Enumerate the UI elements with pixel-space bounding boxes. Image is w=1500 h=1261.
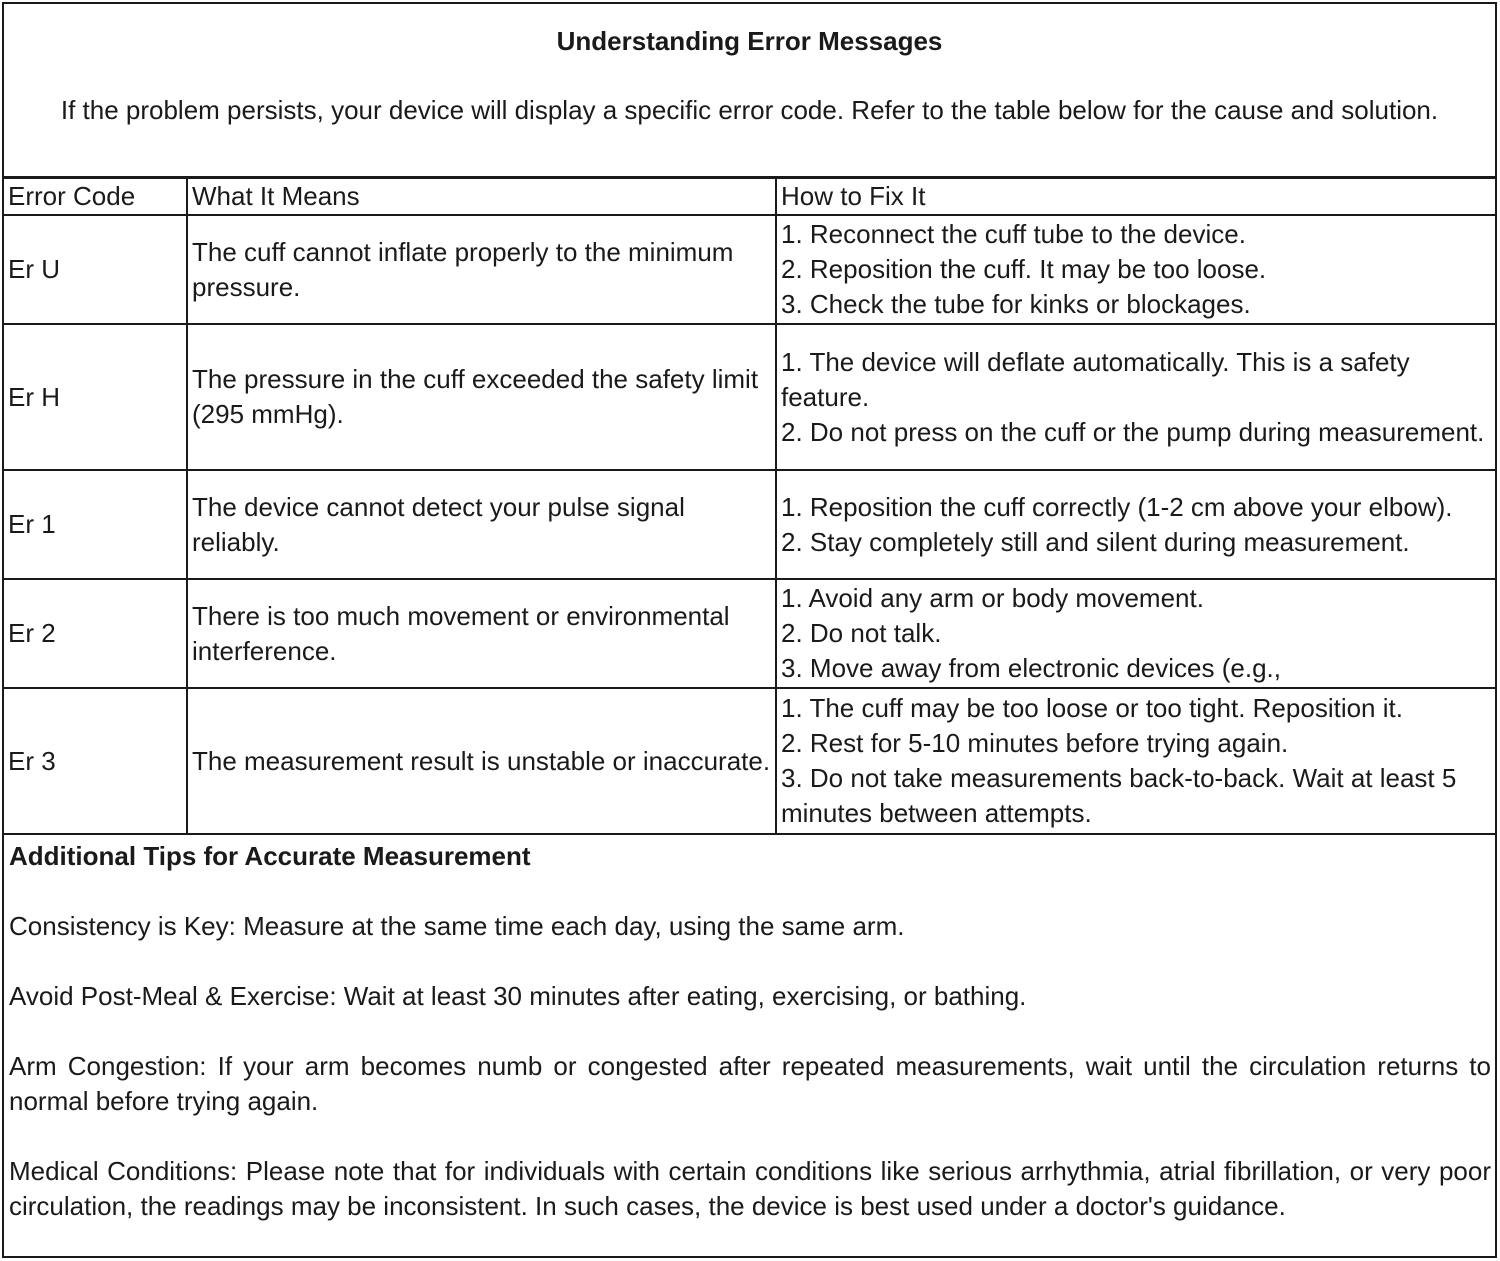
meaning-cell: The pressure in the cuff exceeded the safety limit (295 mmHg). <box>187 324 776 470</box>
fix-step: 2. Rest for 5-10 minutes before trying again. <box>781 728 1289 758</box>
table-row <box>4 215 1495 324</box>
fix-step: 2. Stay completely still and silent during measurement. <box>781 526 1410 557</box>
table-row <box>4 688 1495 834</box>
fix-step: 1. Avoid any arm or body movement. <box>781 583 1204 613</box>
fix-step: 2. Do not talk. <box>781 618 942 648</box>
fix-step: 1. The cuff may be too loose or too tight. Reposition it. <box>781 693 1403 723</box>
fix-step: 1. The device will deflate automatically. This is a safety feature. <box>781 346 1410 412</box>
meaning-cell: The measurement result is unstable or inaccurate. <box>187 688 776 834</box>
page-title: Understanding Error Messages <box>556 26 943 56</box>
header-how-to-fix: How to Fix It <box>776 178 1495 215</box>
fix-step: 2. Do not press on the cuff or the pump during measurement. <box>781 416 1485 447</box>
error-code-cell: Er 2 <box>4 579 187 688</box>
meaning-cell: There is too much movement or environmental interference. <box>187 579 776 688</box>
meaning-cell: The device cannot detect your pulse signal reliably. <box>187 470 776 579</box>
fix-step: 3. Do not take measurements back-to-back. Wait at least 5 minutes between attempts. <box>781 763 1457 828</box>
intro-paragraph: If the problem persists, your device will display a specific error code. Refer to the table below for the cause and solution. <box>60 95 1439 125</box>
tip-paragraph: Consistency is Key: Measure at the same time each day, using the same arm. <box>9 911 905 941</box>
error-code-table <box>4 177 1495 835</box>
error-messages-sheet <box>2 2 1497 1258</box>
fix-cell <box>776 470 1495 579</box>
table-row <box>4 324 1495 470</box>
error-code-cell: Er H <box>4 324 187 470</box>
header-error-code: Error Code <box>4 178 187 215</box>
fix-step: 1. Reconnect the cuff tube to the device. <box>781 219 1246 249</box>
fix-cell <box>776 215 1495 324</box>
error-code-cell: Er 1 <box>4 470 187 579</box>
fix-step: 3. Move away from electronic devices (e.g., <box>781 653 1281 683</box>
tip-paragraph: Medical Conditions: Please note that for individuals with certain conditions like serious arrhythmia, atrial fibrillation, or very poor circulation, the readings may be inconsistent. In such cases, the device is best used under a doctor's guidance. <box>9 1156 1491 1221</box>
additional-tips-section <box>9 839 1491 1224</box>
header-what-it-means: What It Means <box>187 178 776 215</box>
error-code-cell: Er 3 <box>4 688 187 834</box>
table-row <box>4 470 1495 579</box>
tip-paragraph: Avoid Post-Meal & Exercise: Wait at least 30 minutes after eating, exercising, or bathing. <box>9 981 1027 1011</box>
table-row <box>4 579 1495 688</box>
fix-cell <box>776 688 1495 834</box>
fix-cell <box>776 324 1495 470</box>
fix-step: 2. Reposition the cuff. It may be too loose. <box>781 254 1267 284</box>
fix-cell <box>776 579 1495 688</box>
fix-step: 3. Check the tube for kinks or blockages. <box>781 289 1251 319</box>
fix-step: 1. Reposition the cuff correctly (1-2 cm above your elbow). <box>781 491 1453 522</box>
tip-paragraph: Arm Congestion: If your arm becomes numb or congested after repeated measurements, wait until the circulation returns to normal before trying again. <box>9 1051 1491 1116</box>
intro-section <box>4 4 1495 178</box>
tips-heading: Additional Tips for Accurate Measurement <box>9 841 531 871</box>
meaning-cell: The cuff cannot inflate properly to the minimum pressure. <box>187 215 776 324</box>
table-header-row <box>4 178 1495 215</box>
error-code-cell: Er U <box>4 215 187 324</box>
